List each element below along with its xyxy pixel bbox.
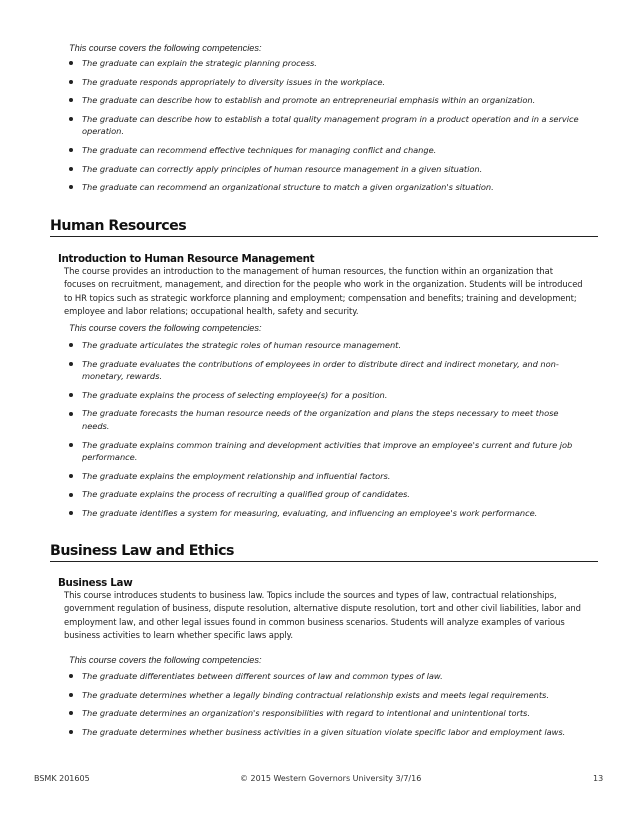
course-description: This course introduces students to business law. Topics include the sources and types of law, contractual relationships, government regulation of business, dispute resolution, alternative dispute resolution, tort and other civil liabilities, labor and employment law, and other legal issues found in common business scenarios. Students will analyze examples of various business activities to learn whether specific laws apply. [64,590,581,640]
competency-item: The graduate evaluates the contributions of employees in order to distribute direct and indirect monetary, and non-monetary, rewards. [69,358,579,383]
competency-item: The graduate forecasts the human resource needs of the organization and plans the steps necessary to meet those needs. [69,407,579,432]
competency-list [69,57,579,200]
competency-item: The graduate can recommend effective techniques for managing conflict and change. [69,144,579,157]
competency-item: The graduate can explain the strategic planning process. [69,57,579,70]
competency-item: The graduate identifies a system for measuring, evaluating, and influencing an employee's work performance. [69,507,579,520]
course-title: Business Law [58,577,133,589]
competency-item: The graduate articulates the strategic roles of human resource management. [69,339,579,352]
competencies-intro: This course covers the following competencies: [69,43,262,53]
competency-item: The graduate can recommend an organizational structure to match a given organization's situation. [69,181,579,194]
section-heading-business-law-ethics: Business Law and Ethics [50,543,598,562]
competency-item: The graduate explains the employment relationship and influential factors. [69,470,579,483]
competency-list [69,339,579,526]
course-title: Introduction to Human Resource Management [58,253,315,265]
competency-item: The graduate determines an organization's responsibilities with regard to intentional and unintentional torts. [69,707,579,720]
competency-item: The graduate explains the process of recruiting a qualified group of candidates. [69,488,579,501]
footer-page-number: 13 [593,774,604,783]
competency-item: The graduate can correctly apply principles of human resource management in a given situation. [69,163,579,176]
competency-item: The graduate can describe how to establish and promote an entrepreneurial emphasis within an organization. [69,94,579,107]
footer-document-code: BSMK 201605 [34,774,90,783]
competency-item: The graduate explains the process of selecting employee(s) for a position. [69,389,579,402]
competency-item: The graduate determines whether business activities in a given situation violate specific labor and employment laws. [69,726,579,739]
competency-item: The graduate differentiates between different sources of law and common types of law. [69,670,579,683]
competencies-intro: This course covers the following competencies: [69,655,262,665]
course-description: The course provides an introduction to the management of human resources, the function within an organization that focuses on recruitment, management, and direction for the people who work in the organization. Students will be introduced to HR topics such as strategic workforce planning and employment; compensation and benefits; training and development; employee and labor relations; occupational health, safety and security. [64,266,583,316]
competency-item: The graduate responds appropriately to diversity issues in the workplace. [69,76,579,89]
competency-list [69,670,579,744]
competency-item: The graduate can describe how to establish a total quality management program in a product operation and in a service operation. [69,113,579,138]
footer-copyright: © 2015 Western Governors University 3/7/16 [240,774,422,783]
competency-item: The graduate explains common training and development activities that improve an employee's current and future job performance. [69,439,579,464]
section-heading-human-resources: Human Resources [50,218,598,237]
competency-item: The graduate determines whether a legally binding contractual relationship exists and meets legal requirements. [69,689,579,702]
competencies-intro: This course covers the following competencies: [69,323,262,333]
